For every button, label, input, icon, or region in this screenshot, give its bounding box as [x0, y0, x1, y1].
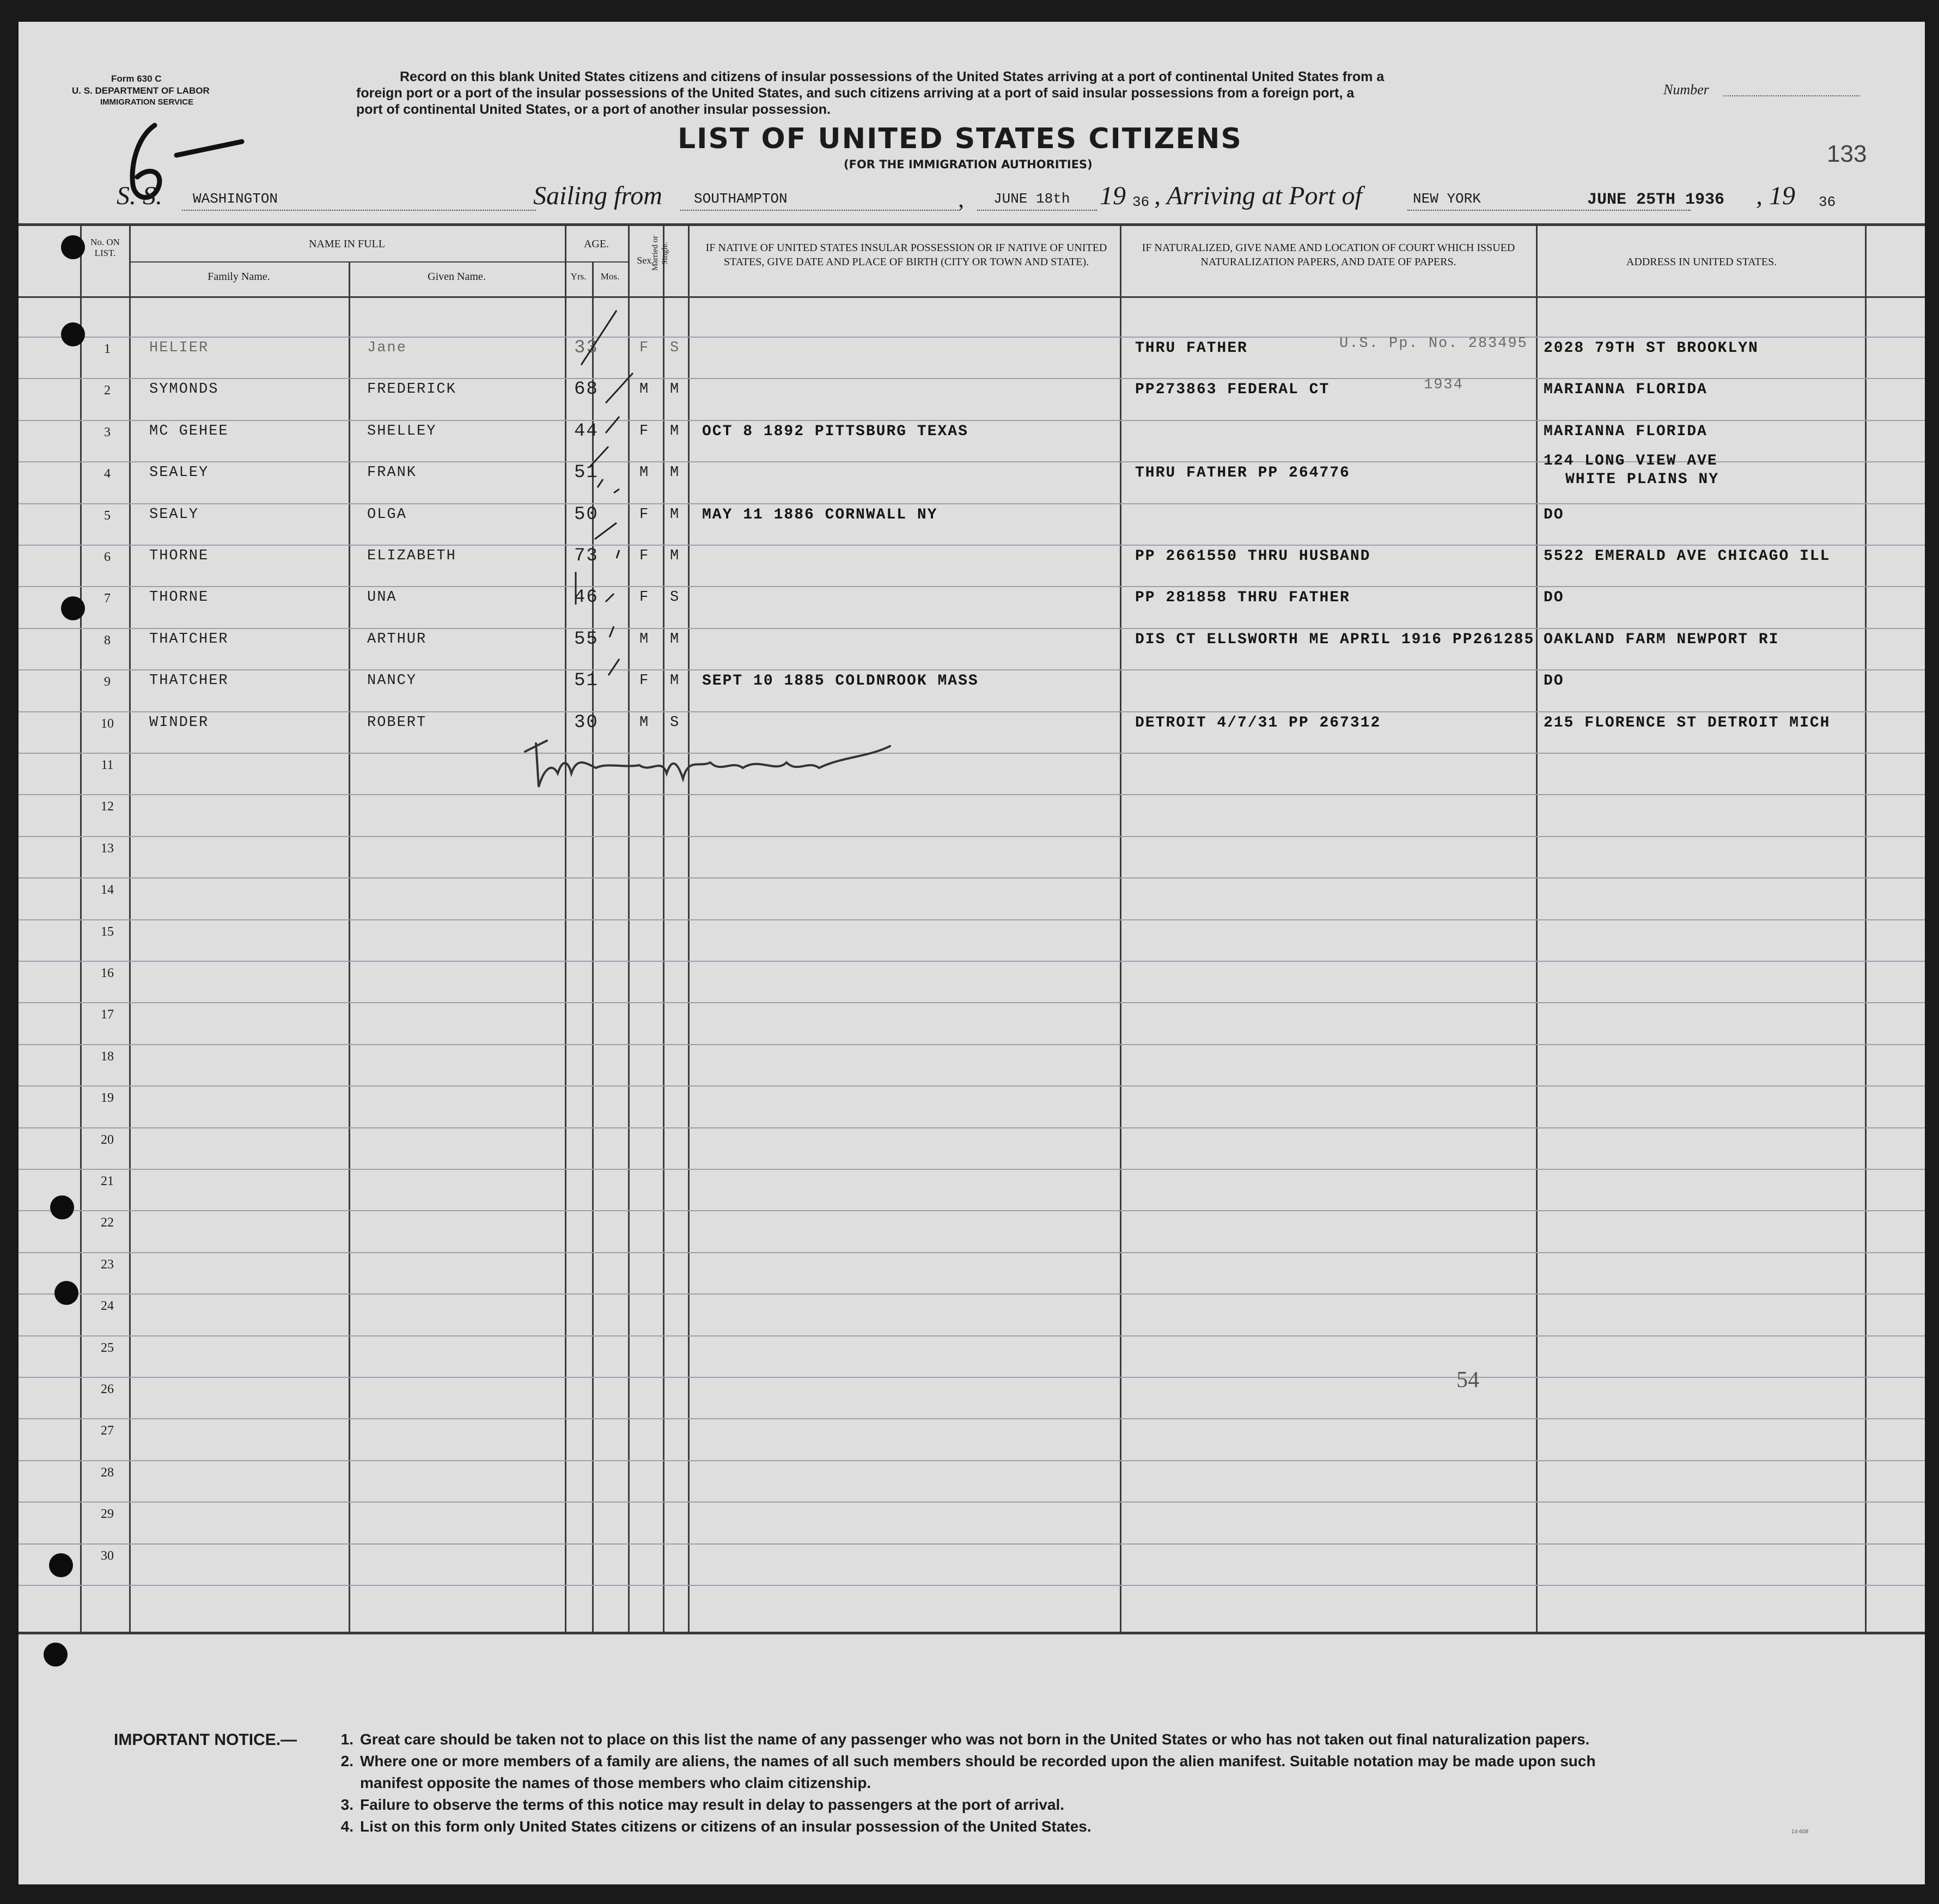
to-port: NEW YORK: [1413, 191, 1481, 207]
cell-addr: MARIANNA FLORIDA: [1544, 423, 1708, 440]
ledger-line: [19, 794, 1925, 795]
printer-mark: 14-608: [1791, 1829, 1809, 1835]
cell-nat: PP273863 FEDERAL CT: [1135, 381, 1330, 399]
notice-item-number: 2.: [340, 1753, 353, 1769]
notice-item-number: 4.: [340, 1818, 353, 1835]
row-number: 18: [101, 1049, 114, 1064]
cell-given: FREDERICK: [367, 381, 456, 398]
handwritten-signature: [514, 735, 895, 801]
cell-sex: F: [639, 423, 650, 440]
ship-name: WASHINGTON: [193, 191, 278, 207]
cell-age: 33: [574, 338, 599, 358]
row-number: 20: [101, 1132, 114, 1147]
row-number: 15: [101, 924, 114, 939]
cell-age: 50: [574, 504, 599, 525]
row-number: 14: [101, 883, 114, 898]
notice-item-text: List on this form only United States citizens or citizens of an insular possession of the United States.: [360, 1818, 1092, 1835]
cell-addr: MARIANNA FLORIDA: [1544, 381, 1708, 399]
cell-age: 73: [574, 546, 599, 566]
arriving-text: Arriving at Port of: [1167, 181, 1362, 210]
punch-hole: [54, 1281, 78, 1305]
col-header-birth: IF NATIVE OF UNITED STATES INSULAR POSSESSION OR IF NATIVE OF UNITED STATES, GIVE DATE AND PLACE OF BIRTH (CITY OR TOWN AND STATE).: [705, 242, 1107, 268]
cell-marital: M: [670, 631, 680, 648]
cell-family: SYMONDS: [149, 381, 219, 398]
ledger-line: [19, 1252, 1925, 1253]
cell-nat-secondary: U.S. Pp. No. 283495: [1339, 335, 1528, 352]
cell-sex: F: [639, 506, 650, 523]
sailing-label: Sailing from: [533, 181, 662, 210]
table-top-border: [19, 223, 1925, 226]
to-port-blank: [1407, 210, 1691, 212]
instruction-line: Record on this blank United States citizens and citizens of insular possessions of the United States arriving at a port of continental United States from a: [400, 69, 1385, 84]
row-number: 5: [104, 508, 111, 523]
notice-item-number: 1.: [340, 1731, 353, 1748]
page-title: LIST OF UNITED STATES CITIZENS: [678, 123, 1242, 155]
ledger-line: [19, 1293, 1925, 1295]
ledger-line: [19, 877, 1925, 878]
cell-sex: F: [639, 548, 650, 564]
cell-age: 46: [574, 587, 599, 608]
name-subheader-line: [129, 261, 565, 263]
row-number: 11: [101, 758, 114, 772]
row-number: 1: [104, 342, 111, 356]
cell-nat-secondary: 1934: [1424, 377, 1464, 394]
col-header-no: No. ON LIST.: [90, 237, 120, 258]
col-header-naturalized: IF NATURALIZED, GIVE NAME AND LOCATION OF COURT WHICH ISSUED NATURALIZATION PAPERS, AND DATE OF PAPERS.: [1142, 242, 1515, 268]
cell-age: 51: [574, 670, 599, 692]
ledger-line: [19, 919, 1925, 920]
cell-given: ELIZABETH: [367, 548, 456, 564]
cell-family: WINDER: [149, 714, 209, 731]
sail-date-blank: [977, 210, 1097, 212]
comma: ,: [958, 186, 964, 212]
cell-family: MC GEHEE: [149, 423, 229, 440]
cell-addr: DO: [1544, 589, 1564, 607]
ledger-line: [19, 1210, 1925, 1211]
col-header-yrs: Yrs.: [570, 271, 587, 282]
ss-label: S. S.: [117, 181, 162, 210]
cell-marital: M: [670, 673, 680, 689]
row-number: 28: [101, 1465, 114, 1480]
row-number: 25: [101, 1340, 114, 1355]
cell-addr-secondary: WHITE PLAINS NY: [1565, 471, 1720, 489]
notice-item-text: Great care should be taken not to place on this list the name of any passenger who was not born in the United States or who has not taken out final naturalization papers.: [360, 1731, 1590, 1748]
cell-family: HELIER: [149, 340, 209, 356]
ledger-line: [19, 669, 1925, 670]
cell-age: 44: [574, 420, 599, 442]
cell-addr: 124 LONG VIEW AVE: [1544, 453, 1718, 470]
from-port: SOUTHAMPTON: [694, 191, 788, 207]
ledger-line: [19, 1585, 1925, 1586]
page-subtitle: (FOR THE IMMIGRATION AUTHORITIES): [844, 158, 1093, 171]
row-number: 13: [101, 841, 114, 856]
col-header-name-in-full: NAME IN FULL: [309, 238, 385, 250]
instruction-line: port of continental United States, or a port of another insular possession.: [356, 102, 831, 117]
notice-item-text: Where one or more members of a family are aliens, the names of all such members should be recorded upon the alien manifest. Suitable notation may be made upon such: [360, 1753, 1596, 1769]
form-number: Form 630 C: [111, 74, 162, 84]
sail-year-prefix: [1100, 181, 1126, 211]
cell-marital: S: [670, 714, 680, 731]
ledger-line: [19, 378, 1925, 379]
arrival-year: 36: [1819, 194, 1836, 210]
notice-item: [332, 1796, 1064, 1814]
row-number: 19: [101, 1091, 114, 1106]
cell-family: THORNE: [149, 589, 209, 606]
row-number: 8: [104, 633, 111, 648]
cell-birth: SEPT 10 1885 COLDNROOK MASS: [702, 673, 979, 690]
cell-sex: F: [639, 589, 650, 606]
row-number: 7: [104, 591, 111, 606]
cell-age: 55: [574, 628, 599, 650]
arriving-label: , Arriving at Port of: [1154, 181, 1362, 210]
manifest-sheet: [19, 22, 1925, 1884]
row-number: 22: [101, 1216, 114, 1230]
col-line: [349, 261, 350, 1632]
row-number: 3: [104, 425, 111, 440]
notice-item-number: 3.: [340, 1796, 353, 1813]
cell-given: OLGA: [367, 506, 407, 523]
instructions: [356, 69, 1384, 118]
ledger-line: [19, 586, 1925, 587]
ledger-line: [19, 961, 1925, 962]
cell-family: SEALY: [149, 506, 199, 523]
ledger-line: [19, 1085, 1925, 1087]
cell-family: THORNE: [149, 548, 209, 564]
cell-sex: F: [639, 340, 650, 356]
row-number: 26: [101, 1382, 114, 1396]
number-blank: [1723, 95, 1859, 97]
ledger-line: [19, 420, 1925, 421]
punch-hole: [61, 235, 85, 259]
ledger-line: [19, 753, 1925, 754]
punch-hole: [49, 1553, 73, 1577]
row-number: 16: [101, 966, 114, 980]
notice-item-text: manifest opposite the names of those members who claim citizenship.: [360, 1774, 871, 1791]
notice-item: [332, 1818, 1092, 1835]
arrival-year-prefix: , 19: [1756, 181, 1795, 210]
sail-year: 36: [1132, 194, 1150, 210]
notice-item: [332, 1753, 1596, 1770]
cell-addr: 2028 79TH ST BROOKLYN: [1544, 340, 1759, 357]
cell-given: Jane: [367, 340, 407, 356]
row-number: 12: [101, 800, 114, 814]
ledger-line: [19, 545, 1925, 546]
row-number: 4: [104, 467, 111, 481]
punch-hole: [61, 322, 85, 346]
table-bottom-border: [19, 1632, 1925, 1634]
ledger-line: [19, 1502, 1925, 1503]
row-number: 10: [101, 716, 114, 731]
ledger-line: [19, 1169, 1925, 1170]
cell-sex: M: [639, 381, 650, 398]
ledger-line: [19, 1418, 1925, 1419]
ledger-line: [19, 1044, 1925, 1045]
cell-given: SHELLEY: [367, 423, 437, 440]
cell-marital: S: [670, 340, 680, 356]
col-header-age: AGE.: [583, 238, 609, 250]
cell-addr: DO: [1544, 673, 1564, 690]
notice-item-text: Failure to observe the terms of this notice may result in delay to passengers at the port of arrival.: [360, 1796, 1065, 1813]
row-number: 2: [104, 383, 111, 398]
row-number: 27: [101, 1424, 114, 1438]
from-port-blank: [680, 210, 958, 212]
cell-marital: M: [670, 465, 680, 481]
cell-nat: THRU FATHER: [1135, 340, 1248, 357]
cell-nat: DETROIT 4/7/31 PP 267312: [1135, 714, 1381, 731]
ledger-line: [19, 836, 1925, 837]
ledger-line: [19, 1127, 1925, 1128]
cell-birth: MAY 11 1886 CORNWALL NY: [702, 506, 938, 523]
number-label: Number: [1663, 82, 1709, 97]
cell-marital: M: [670, 548, 680, 564]
cell-family: THATCHER: [149, 631, 229, 648]
cell-addr: OAKLAND FARM NEWPORT RI: [1544, 631, 1779, 648]
cell-addr: 5522 EMERALD AVE CHICAGO ILL: [1544, 548, 1831, 565]
cell-marital: M: [670, 381, 680, 398]
cell-marital: M: [670, 423, 680, 440]
col-header-married: Married or Single.: [651, 235, 669, 271]
ledger-line: [19, 1335, 1925, 1337]
ledger-line: [19, 337, 1925, 338]
cell-sex: M: [639, 714, 650, 731]
row-number: 21: [101, 1174, 114, 1188]
row-number: 24: [101, 1299, 114, 1314]
ledger-line: [19, 628, 1925, 629]
punch-hole: [61, 596, 85, 620]
cell-given: ROBERT: [367, 714, 427, 731]
col-line: [1120, 223, 1121, 1632]
year-prefix: 19: [1100, 181, 1126, 210]
ledger-line: [19, 1543, 1925, 1545]
service: IMMIGRATION SERVICE: [100, 97, 194, 107]
margin-note: 54: [1456, 1368, 1479, 1393]
cell-birth: OCT 8 1892 PITTSBURG TEXAS: [702, 423, 968, 440]
notice-heading: IMPORTANT NOTICE.—: [114, 1731, 297, 1749]
cell-given: FRANK: [367, 465, 417, 481]
row-number: 9: [104, 675, 111, 689]
cell-given: ARTHUR: [367, 631, 427, 648]
cell-given: NANCY: [367, 673, 417, 689]
age-column-tick-marks: [565, 300, 674, 762]
notice-item: [332, 1774, 871, 1792]
ledger-line: [19, 1377, 1925, 1378]
col-header-sex: Sex.: [637, 255, 654, 266]
cell-age: 68: [574, 379, 599, 400]
ship-blank: [182, 210, 536, 212]
col-header-mos: Mos.: [600, 271, 620, 282]
punch-hole: [50, 1195, 74, 1219]
cell-sex: M: [639, 465, 650, 481]
cell-age: 51: [574, 462, 599, 484]
ledger-line: [19, 1002, 1925, 1003]
col-header-given: Given Name.: [428, 271, 486, 283]
cell-nat: THRU FATHER PP 264776: [1135, 465, 1350, 482]
cell-sex: M: [639, 631, 650, 648]
row-number: 23: [101, 1257, 114, 1272]
cell-sex: F: [639, 673, 650, 689]
header-bottom-border: [19, 296, 1925, 298]
ledger-line: [19, 711, 1925, 712]
cell-family: SEALEY: [149, 465, 209, 481]
cell-nat: PP 2661550 THRU HUSBAND: [1135, 548, 1371, 565]
row-number: 29: [101, 1507, 114, 1522]
cell-age: 30: [574, 712, 599, 733]
row-number: 30: [101, 1548, 114, 1563]
year-prefix: 19: [1769, 181, 1795, 210]
col-line: [1865, 223, 1867, 1632]
ledger-line: [19, 503, 1925, 504]
cell-nat: DIS CT ELLSWORTH ME APRIL 1916 PP261285: [1135, 631, 1535, 648]
cell-nat: PP 281858 THRU FATHER: [1135, 589, 1350, 607]
cell-family: THATCHER: [149, 673, 229, 689]
cell-addr: DO: [1544, 506, 1564, 523]
punch-hole: [44, 1643, 68, 1667]
col-line: [1536, 223, 1538, 1632]
arrival-date: JUNE 25TH 1936: [1587, 191, 1725, 209]
sail-date: JUNE 18th: [993, 191, 1070, 207]
col-header-address: ADDRESS IN UNITED STATES.: [1626, 256, 1777, 268]
age-subheader-line: [565, 261, 628, 263]
instruction-line: foreign port or a port of the insular possessions of the United States, and such citizens arriving at a port of said insular possessions from a foreign port, a: [356, 86, 1355, 101]
notice-item: [332, 1731, 1589, 1748]
cell-addr: 215 FLORENCE ST DETROIT MICH: [1544, 714, 1831, 731]
row-number: 17: [101, 1008, 114, 1022]
col-line: [688, 223, 690, 1632]
page-number: 133: [1827, 141, 1867, 167]
col-header-family: Family Name.: [208, 271, 270, 283]
cell-given: UNA: [367, 589, 397, 606]
row-number: 6: [104, 550, 111, 564]
department: U. S. DEPARTMENT OF LABOR: [72, 86, 210, 96]
cell-marital: S: [670, 589, 680, 606]
cell-marital: M: [670, 506, 680, 523]
ledger-line: [19, 1460, 1925, 1461]
